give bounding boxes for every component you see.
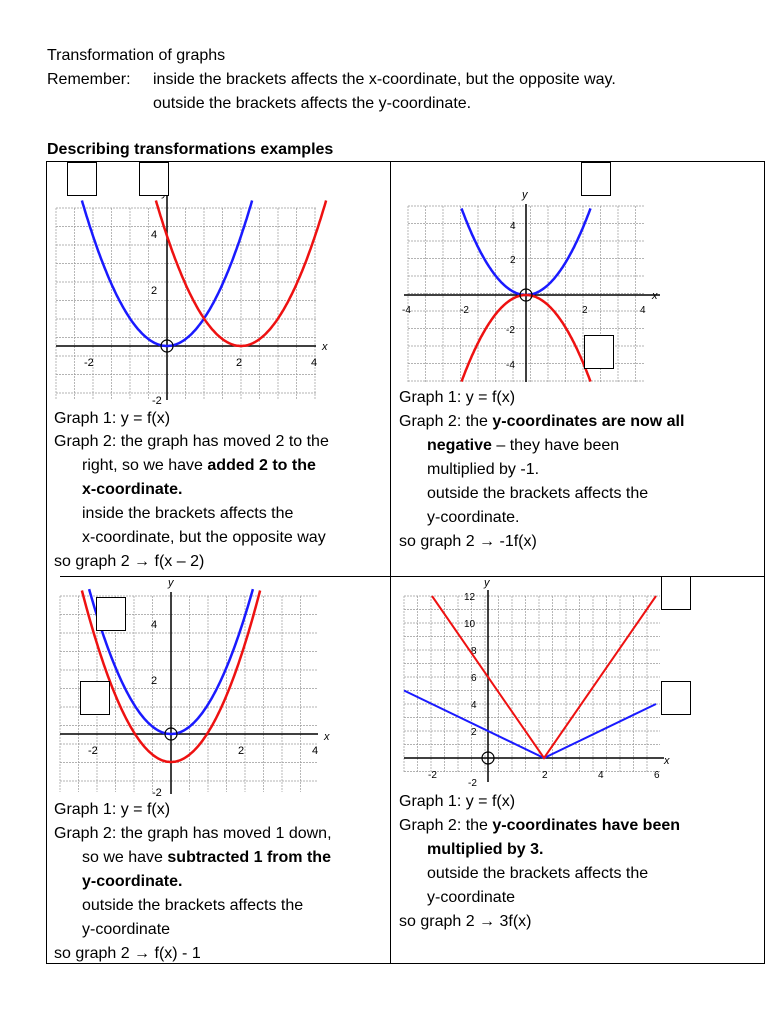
y-tick-label: -4 — [506, 360, 515, 371]
y-tick-label: -2 — [152, 787, 162, 799]
panel-3-line-1: Graph 1: y = f(x) — [54, 801, 171, 818]
answer-box[interactable] — [661, 576, 691, 610]
y-tick-label: 12 — [464, 592, 476, 603]
x-tick-label: -2 — [84, 357, 94, 369]
y-tick-label: 4 — [471, 700, 477, 711]
x-tick-label: 2 — [542, 770, 548, 781]
x-axis-label: x — [322, 341, 328, 353]
answer-box[interactable] — [584, 335, 614, 369]
x-tick-label: 4 — [598, 770, 604, 781]
remember-line-1: inside the brackets affects the x-coordinate, but the opposite way. — [153, 71, 616, 88]
y-tick-label: 4 — [151, 229, 158, 241]
panel-4-line-4: outside the brackets affects the — [427, 865, 649, 882]
x-tick-label: -4 — [402, 305, 411, 316]
y-axis-label: y — [168, 577, 174, 589]
answer-box[interactable] — [96, 597, 126, 631]
panel-4-line-5: y-coordinate — [427, 889, 516, 906]
graph-1 — [54, 186, 328, 408]
answer-box[interactable] — [661, 681, 691, 715]
x-axis-label: x — [324, 731, 330, 743]
table-left-border — [46, 161, 47, 964]
y-tick-label: 10 — [464, 619, 476, 630]
x-tick-label: 4 — [640, 305, 646, 316]
table-middle-border — [390, 161, 391, 964]
panel-3-line-3: so we have subtracted 1 from the — [82, 849, 331, 866]
page-title: Transformation of graphs — [47, 47, 226, 64]
section-title: Describing transformations examples — [47, 141, 334, 158]
graph-2-curve — [156, 201, 326, 347]
y-tick-label: -2 — [152, 395, 162, 407]
remember-prefix: Remember: — [47, 71, 131, 88]
y-tick-label: 4 — [510, 221, 516, 232]
answer-box[interactable] — [80, 681, 110, 715]
panel-1-line-7: so graph 2 → f(x – 2) — [54, 553, 205, 570]
x-tick-label: -2 — [88, 745, 98, 757]
panel-1-line-4: x-coordinate. — [82, 481, 183, 498]
x-tick-label: 2 — [236, 357, 243, 369]
x-axis-label: x — [664, 755, 670, 767]
x-tick-label: 2 — [582, 305, 588, 316]
y-tick-label: 6 — [471, 673, 477, 684]
graph-grid — [56, 208, 316, 400]
y-tick-label: -2 — [468, 778, 477, 789]
panel-4-line-2: Graph 2: the y-coordinates have been — [399, 817, 681, 834]
table-right-border — [764, 161, 765, 964]
x-axis-label: x — [652, 290, 658, 302]
panel-2-line-7: so graph 2 → -1f(x) — [399, 533, 537, 550]
graph-grid — [404, 596, 660, 772]
x-tick-label: -2 — [460, 305, 469, 316]
panel-1-line-1: Graph 1: y = f(x) — [54, 410, 171, 427]
panel-3-line-2: Graph 2: the graph has moved 1 down, — [54, 825, 332, 842]
panel-2-line-5: outside the brackets affects the — [427, 485, 649, 502]
panel-1-line-3: right, so we have added 2 to the — [82, 457, 316, 474]
panel-2-line-4: multiplied by -1. — [427, 461, 540, 478]
y-tick-label: 8 — [471, 646, 477, 657]
panel-4-line-6: so graph 2 → 3f(x) — [399, 913, 532, 930]
y-tick-label: 2 — [510, 255, 516, 266]
y-tick-label: 2 — [151, 285, 158, 297]
y-axis-label: y — [522, 189, 528, 201]
answer-box[interactable] — [581, 162, 611, 196]
x-tick-label: 4 — [311, 357, 318, 369]
y-tick-label: -2 — [506, 325, 515, 336]
x-tick-label: 4 — [312, 745, 319, 757]
y-tick-label: 2 — [471, 727, 477, 738]
panel-2-line-1: Graph 1: y = f(x) — [399, 389, 516, 406]
panel-1-line-5: inside the brackets affects the — [82, 505, 294, 522]
panel-3-line-7: so graph 2 → f(x) - 1 — [54, 945, 201, 962]
x-tick-label: 2 — [238, 745, 245, 757]
panel-3-line-4: y-coordinate. — [82, 873, 183, 890]
panel-1-line-2: Graph 2: the graph has moved 2 to the — [54, 433, 329, 450]
panel-4-line-1: Graph 1: y = f(x) — [399, 793, 516, 810]
answer-box[interactable] — [67, 162, 97, 196]
panel-1-line-6: x-coordinate, but the opposite way — [82, 529, 326, 546]
panel-4-line-3: multiplied by 3. — [427, 841, 544, 858]
graph-4 — [398, 576, 688, 789]
panel-2-line-2: Graph 2: the y-coordinates are now all — [399, 413, 685, 430]
panel-3-line-5: outside the brackets affects the — [82, 897, 304, 914]
panel-2-line-6: y-coordinate. — [427, 509, 520, 526]
y-axis-label: y — [484, 577, 490, 589]
y-tick-label: 2 — [151, 675, 158, 687]
remember-line-2: outside the brackets affects the y-coordinate. — [153, 95, 472, 112]
x-tick-label: 6 — [654, 770, 660, 781]
panel-3-line-6: y-coordinate — [82, 921, 171, 938]
answer-box[interactable] — [139, 162, 169, 196]
x-tick-label: -2 — [428, 770, 437, 781]
graph-1-curve — [404, 691, 656, 759]
panel-2-line-3: negative – they have been — [427, 437, 620, 454]
graph-2 — [398, 186, 666, 386]
y-tick-label: 4 — [151, 619, 158, 631]
